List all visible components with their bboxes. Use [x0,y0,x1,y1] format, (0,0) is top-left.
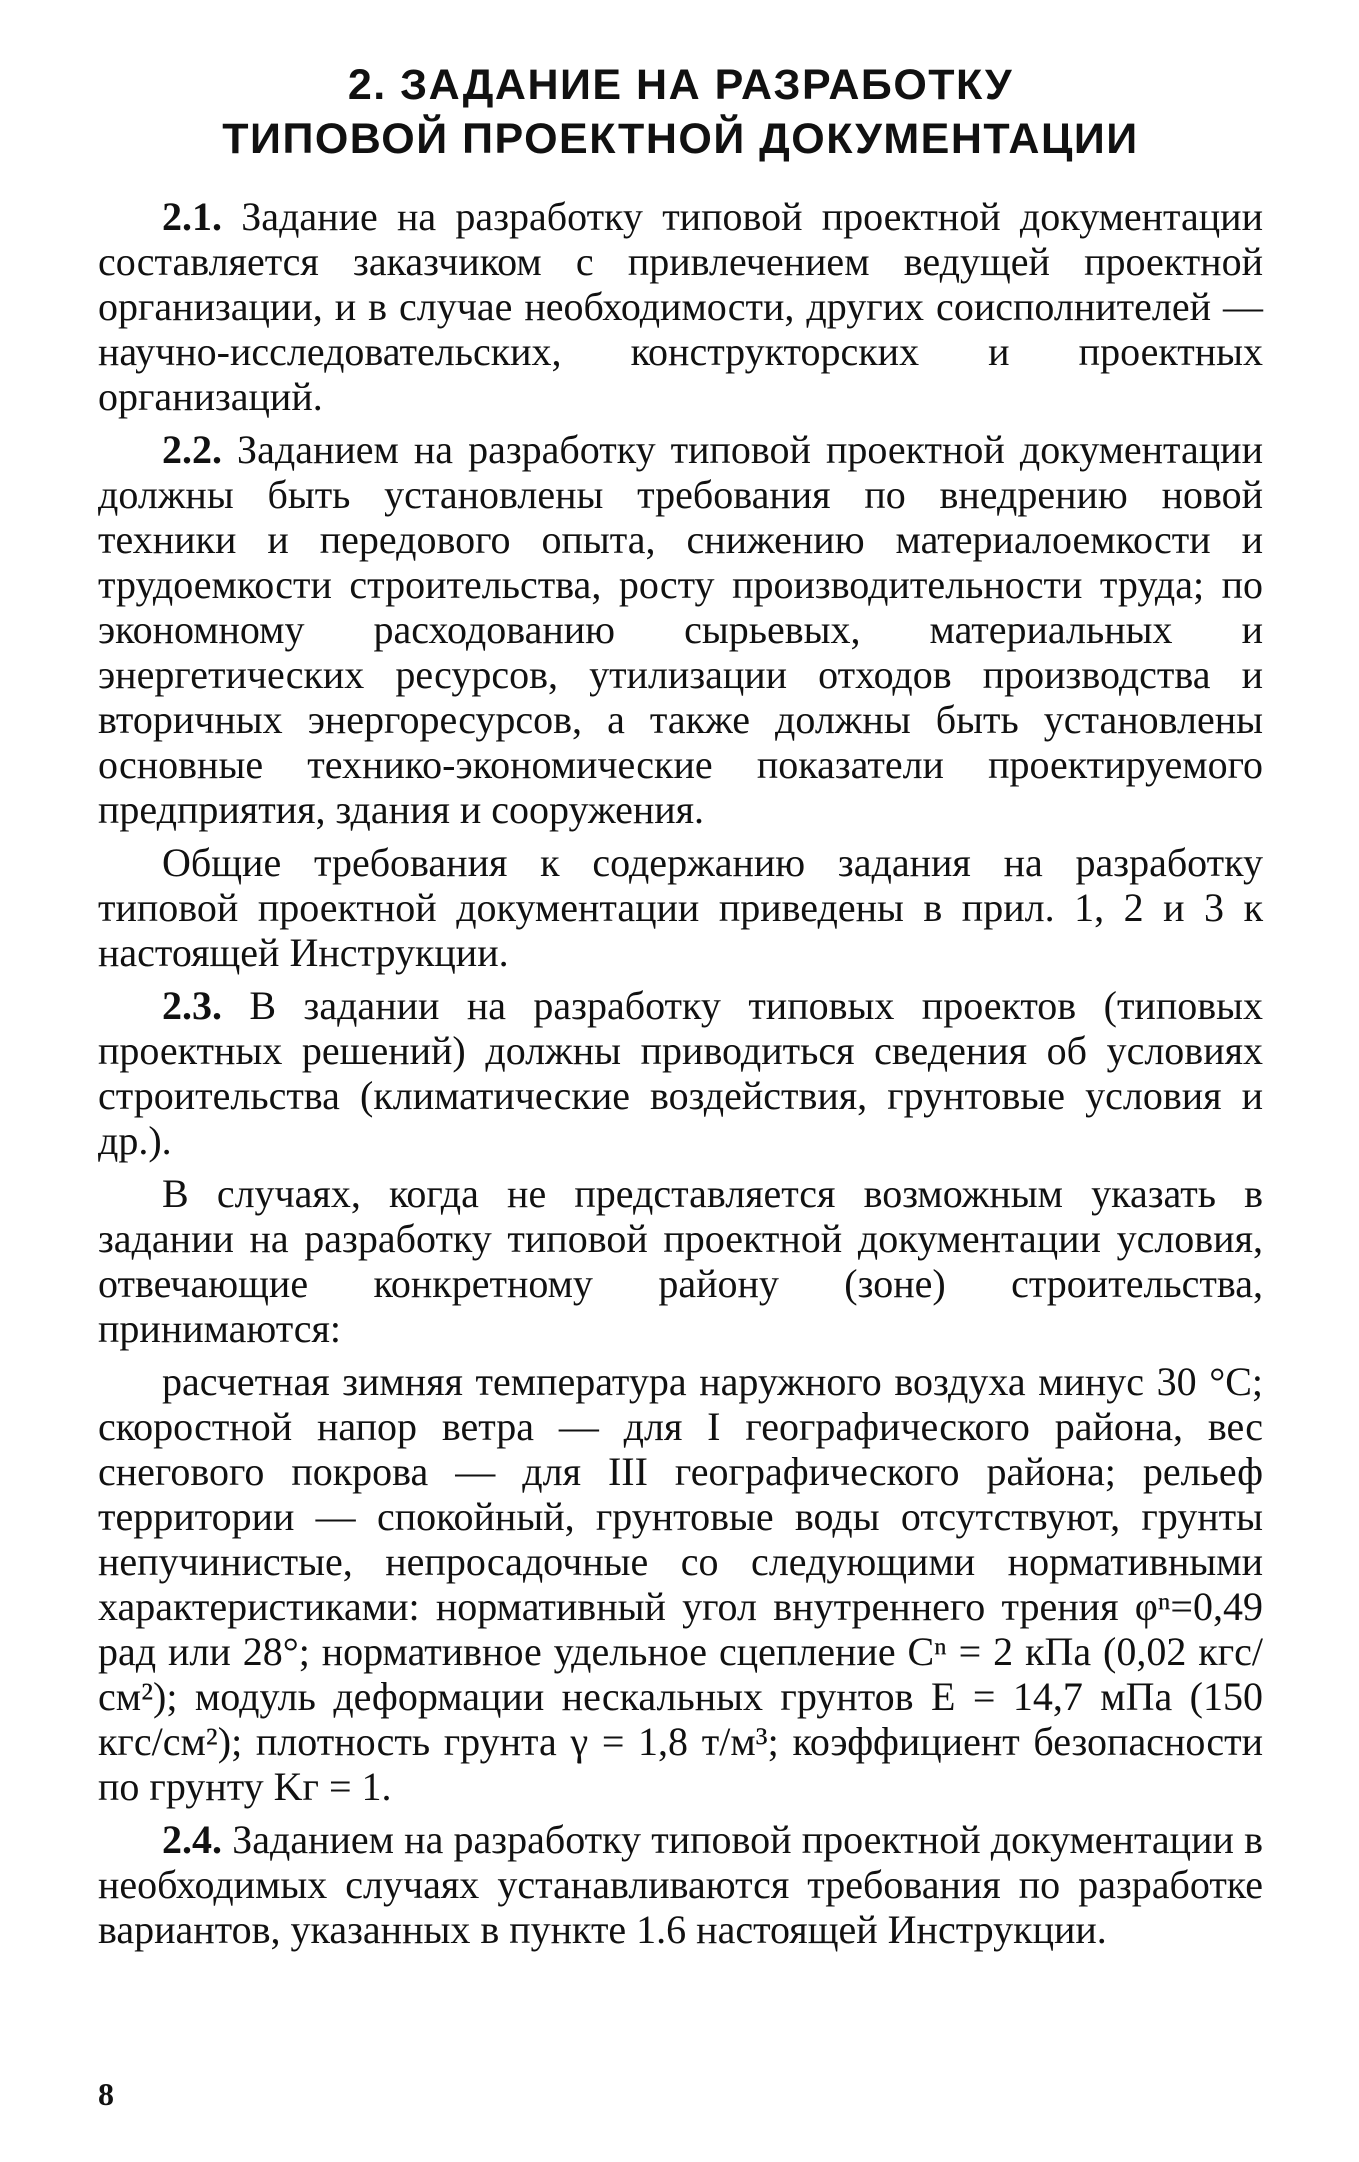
section-number: 2.3. [162,983,222,1028]
paragraph-text: расчетная зимняя температура наружного воздуха минус 30 °C; скоростной напор ветра — для I географического района, вес снегового покрова — для III географического района; рельеф территории — спокойный, грунтовые воды отсутствуют, грунты непучинистые, непросадочные со следующими нормативными характеристиками: нормативный угол внутреннего трения φⁿ=0,49 рад или 28°; нормативное удельное сцепление Cⁿ = 2 кПа (0,02 кгс/см²); модуль деформации нескальных грунтов E = 14,7 мПа (150 кгс/см²); плотность грунта γ = 1,8 т/м³; коэффициент безопасности по грунту Kг = 1. [98,1359,1263,1809]
paragraph-text: Задание на разработку типовой проектной документации составляется заказчиком с привлечением ведущей проектной организации, и в случае необходимости, других соисполнителей — научно-исследовательских, конструкторских и проектных организаций. [98,194,1263,419]
paragraph-default-conditions [98,1171,1263,1351]
paragraph-text: Общие требования к содержанию задания на разработку типовой проектной документации приведены в прил. 1, 2 и 3 к настоящей Инструкции. [98,840,1263,975]
paragraph-text: В случаях, когда не представляется возможным указать в задании на разработку типовой проектной документации условия, отвечающие конкретному району (зоне) строительства, принимаются: [98,1171,1263,1351]
section-heading [98,58,1263,166]
heading-line-2: ТИПОВОЙ ПРОЕКТНОЙ ДОКУМЕНТАЦИИ [222,115,1139,163]
section-number: 2.2. [162,427,222,472]
section-number: 2.1. [162,194,222,239]
heading-line-1: 2. ЗАДАНИЕ НА РАЗРАБОТКУ [347,61,1014,109]
paragraph-text: Заданием на разработку типовой проектной документации должны быть установлены требования по внедрению новой техники и передового опыта, снижению материалоемкости и трудоемкости строительства, росту производительности труда; по экономному расходованию сырьевых, материальных и энергетических ресурсов, утилизации отходов производства и вторичных энергоресурсов, а также должны быть установлены основные технико-экономические показатели проектируемого предприятия, здания и сооружения. [98,427,1263,832]
section-number: 2.4. [162,1817,222,1862]
page-number: 8 [98,2076,114,2112]
paragraph-general-requirements [98,840,1263,975]
paragraph-2-1 [98,194,1263,419]
paragraph-2-3 [98,983,1263,1163]
paragraph-2-2 [98,427,1263,832]
paragraph-2-4 [98,1817,1263,1952]
paragraph-text: В задании на разработку типовых проектов (типовых проектных решений) должны приводиться сведения об условиях строительства (климатические воздействия, грунтовые условия и др.). [98,983,1263,1163]
paragraph-text: Заданием на разработку типовой проектной документации в необходимых случаях устанавливаются требования по разработке вариантов, указанных в пункте 1.6 настоящей Инструкции. [98,1817,1263,1952]
paragraph-design-parameters [98,1359,1263,1809]
body-text [98,194,1263,1952]
